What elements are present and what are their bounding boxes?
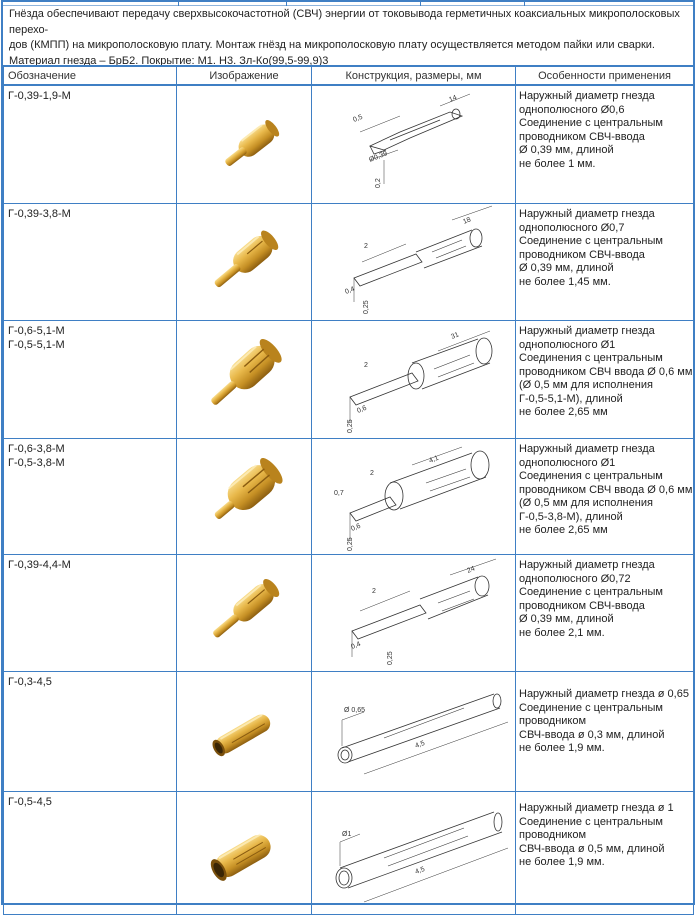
photo-cell bbox=[177, 555, 312, 672]
designation-code: Г-0,39-3,8-М bbox=[8, 208, 71, 220]
feature-line: проводником СВЧ ввода Ø 0,6 мм bbox=[519, 365, 693, 378]
feature-line: Наружный диаметр гнезда bbox=[519, 559, 655, 571]
socket-spec-table bbox=[3, 65, 694, 915]
intro-line-3: Материал гнезда – БрБ2. Покрытие: М1. Н3. Зл-Ко(99,5-99,9)3 bbox=[9, 54, 329, 67]
features-cell bbox=[516, 672, 694, 792]
feature-line: Соединение с центральным bbox=[519, 235, 663, 247]
table-row bbox=[4, 204, 694, 321]
dim-label: 0,4 bbox=[350, 640, 362, 651]
feature-line: Соединение с центральным bbox=[519, 701, 663, 714]
feature-line: Наружный диаметр гнезда bbox=[519, 208, 655, 220]
feature-line: проводником СВЧ ввода Ø 0,6 мм bbox=[519, 483, 693, 496]
table-row bbox=[4, 792, 694, 915]
feature-line: однополюсного Ø0,72 bbox=[519, 572, 631, 585]
feature-line: однополюсного Ø1 bbox=[519, 456, 616, 469]
photo-cell bbox=[177, 792, 312, 915]
drawing-cell bbox=[312, 672, 516, 792]
feature-line: Ø 0,39 мм, длиной bbox=[519, 613, 614, 625]
features-cell bbox=[516, 439, 694, 555]
features-cell bbox=[516, 85, 694, 204]
drawing-cell bbox=[312, 439, 516, 555]
dim-label: 2 bbox=[370, 470, 374, 477]
socket-photo bbox=[177, 321, 312, 438]
feature-line: не более 2,65 мм bbox=[519, 524, 608, 536]
socket-photo bbox=[177, 555, 312, 671]
photo-cell bbox=[177, 85, 312, 204]
dim-label: Ø1 bbox=[342, 831, 352, 838]
feature-line: Наружный диаметр гнезда ø 0,65 bbox=[519, 688, 689, 700]
dim-label: 2 bbox=[364, 362, 368, 369]
header-design: Конструкция, размеры, мм bbox=[312, 66, 516, 85]
table-row bbox=[4, 555, 694, 672]
designation-cell bbox=[4, 204, 177, 321]
feature-line: проводником СВЧ-ввода bbox=[519, 248, 645, 261]
table-header-row bbox=[4, 66, 694, 85]
drawing-cell bbox=[312, 321, 516, 439]
features-cell bbox=[516, 321, 694, 439]
designation-cell bbox=[4, 321, 177, 439]
photo-cell bbox=[177, 672, 312, 792]
designation-code: Г-0,5-4,5 bbox=[8, 796, 52, 808]
feature-line: (Ø 0,5 мм для исполнения bbox=[519, 379, 653, 391]
dimension-drawing bbox=[312, 792, 516, 914]
photo-cell bbox=[177, 321, 312, 439]
photo-cell bbox=[177, 204, 312, 321]
socket-photo bbox=[177, 672, 312, 791]
feature-line: проводником СВЧ-ввода bbox=[519, 130, 645, 143]
table-row bbox=[4, 321, 694, 439]
header-designation: Обозначение bbox=[4, 66, 177, 85]
feature-line: однополюсного Ø0,7 bbox=[519, 221, 625, 234]
feature-line: не более 1,9 мм. bbox=[519, 742, 605, 754]
designation-code: Г-0,5-3,8-М bbox=[8, 456, 65, 469]
features-cell bbox=[516, 792, 694, 915]
dimension-drawing bbox=[312, 672, 516, 791]
designation-code: Г-0,39-1,9-М bbox=[8, 90, 71, 102]
dim-label: 4,5 bbox=[414, 739, 426, 750]
dim-label: 0,5 bbox=[352, 113, 364, 124]
socket-photo bbox=[177, 439, 312, 554]
dim-label: 0,4 bbox=[344, 285, 356, 296]
dim-label: 18 bbox=[462, 216, 472, 226]
feature-line: Ø 0,39 мм, длиной bbox=[519, 262, 614, 274]
dim-label: 14 bbox=[448, 94, 458, 104]
feature-line: не более 1 мм. bbox=[519, 157, 596, 170]
dim-label: 0,6 bbox=[350, 522, 362, 533]
feature-line: не более 1,45 мм. bbox=[519, 275, 611, 288]
dim-label: 0,25 bbox=[347, 419, 354, 433]
dimension-drawing bbox=[312, 86, 516, 203]
feature-line: не более 1,9 мм. bbox=[519, 856, 605, 868]
dim-label: Ø 0,65 bbox=[344, 707, 366, 714]
dim-label: 0,2 bbox=[375, 178, 382, 188]
designation-code: Г-0,39-4,4-М bbox=[8, 559, 71, 571]
feature-line: проводником bbox=[519, 715, 587, 727]
header-features: Особенности применения bbox=[516, 66, 694, 85]
designation-code: Г-0,5-5,1-М bbox=[8, 338, 65, 351]
feature-line: однополюсного Ø0,6 bbox=[519, 103, 625, 116]
intro-line-2: дов (КМПП) на микрополосковую плату. Монтаж гнёзд на микрополосковую плату осуществляется методом пайки или сварки. bbox=[9, 39, 655, 51]
socket-photo bbox=[177, 792, 312, 914]
dim-label: 2 bbox=[372, 588, 376, 595]
table-row bbox=[4, 85, 694, 204]
designation-code: Г-0,6-5,1-М bbox=[8, 325, 65, 337]
socket-photo bbox=[177, 204, 312, 320]
dim-label: 2 bbox=[364, 243, 368, 250]
feature-line: (Ø 0,5 мм для исполнения bbox=[519, 497, 653, 509]
feature-line: Наружный диаметр гнезда bbox=[519, 90, 655, 102]
features-cell bbox=[516, 555, 694, 672]
feature-line: проводником СВЧ-ввода bbox=[519, 599, 645, 612]
feature-line: Наружный диаметр гнезда bbox=[519, 325, 655, 337]
feature-line: Наружный диаметр гнезда bbox=[519, 443, 655, 455]
dim-label: 31 bbox=[450, 331, 460, 341]
feature-line: Соединение с центральным bbox=[519, 586, 663, 598]
feature-line: Соединения с центральным bbox=[519, 352, 663, 364]
drawing-cell bbox=[312, 555, 516, 672]
header-image: Изображение bbox=[177, 66, 312, 85]
dim-label: 4,5 bbox=[414, 865, 426, 876]
datasheet-page bbox=[1, 0, 695, 905]
designation-cell bbox=[4, 555, 177, 672]
table-row bbox=[4, 439, 694, 555]
dimension-drawing bbox=[312, 204, 516, 320]
feature-line: проводником bbox=[519, 829, 587, 841]
drawing-cell bbox=[312, 204, 516, 321]
dim-label: 0,25 bbox=[347, 537, 354, 551]
dim-label: 4,1 bbox=[428, 454, 440, 465]
feature-line: не более 2,65 мм bbox=[519, 406, 608, 418]
feature-line: Ø 0,39 мм, длиной bbox=[519, 144, 614, 156]
feature-line: Соединения с центральным bbox=[519, 470, 663, 482]
dim-label: 0,25 bbox=[363, 300, 370, 314]
feature-line: не более 2,1 мм. bbox=[519, 626, 605, 639]
dim-label: 0,25 bbox=[387, 651, 394, 665]
photo-cell bbox=[177, 439, 312, 555]
feature-line: Г-0,5-5,1-М), длиной bbox=[519, 392, 623, 405]
feature-line: СВЧ-ввода ø 0,5 мм, длиной bbox=[519, 842, 665, 855]
feature-line: Соединение с центральным bbox=[519, 815, 663, 828]
intro-text bbox=[9, 7, 689, 69]
designation-code: Г-0,3-4,5 bbox=[8, 676, 52, 688]
drawing-cell bbox=[312, 85, 516, 204]
feature-line: Наружный диаметр гнезда ø 1 bbox=[519, 802, 674, 814]
intro-line-1: Гнёзда обеспечивают передачу сверхвысокочастотной (СВЧ) энергии от токовывода герметичных коаксиальных микрополосковых перехо- bbox=[9, 8, 680, 36]
designation-cell bbox=[4, 672, 177, 792]
feature-line: СВЧ-ввода ø 0,3 мм, длиной bbox=[519, 728, 665, 741]
socket-photo bbox=[177, 86, 312, 203]
designation-cell bbox=[4, 792, 177, 915]
dimension-drawing bbox=[312, 321, 516, 438]
drawing-cell bbox=[312, 792, 516, 915]
dim-label: 0,7 bbox=[334, 490, 344, 497]
feature-line: однополюсного Ø1 bbox=[519, 338, 616, 351]
dimension-drawing bbox=[312, 439, 516, 554]
dim-label: 24 bbox=[466, 565, 476, 575]
dim-label: Ø0,39 bbox=[368, 150, 389, 164]
feature-line: Г-0,5-3,8-М), длиной bbox=[519, 510, 623, 523]
designation-cell bbox=[4, 439, 177, 555]
top-cut-line bbox=[3, 2, 693, 6]
designation-cell bbox=[4, 85, 177, 204]
dimension-drawing bbox=[312, 555, 516, 671]
dim-label: 0,6 bbox=[356, 404, 368, 415]
feature-line: Соединение с центральным bbox=[519, 117, 663, 129]
designation-code: Г-0,6-3,8-М bbox=[8, 443, 65, 455]
table-row bbox=[4, 672, 694, 792]
features-cell bbox=[516, 204, 694, 321]
